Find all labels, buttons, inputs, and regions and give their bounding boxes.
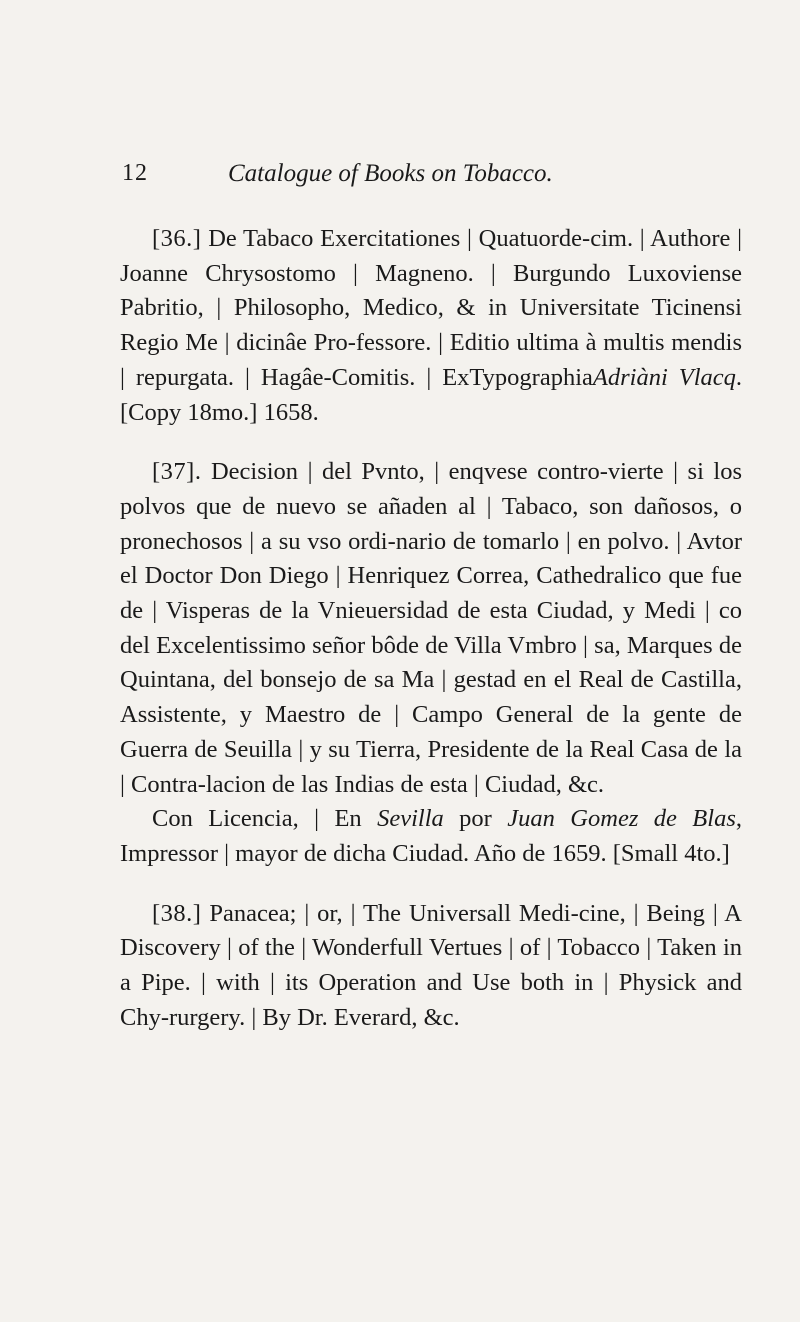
catalogue-entries [120, 222, 742, 1060]
page-number: 12 [122, 160, 148, 186]
entry-text: Decision | del Pvnto, | enqvese contro-vierte | si los polvos que de nuevo se añaden al | Tabaco, son dañosos, o pronechosos | a su vso ordi-nario de tomarlo | en polvo. | Avtor el Doctor Don Diego | Henriquez Correa, Cathedralico que fue de | Visperas de la Vnieuersidad de esta Ciudad, y Medi | co del Excelentissimo señor bôde de Villa Vmbro | sa, Marques de Quintana, del bonsejo de sa Ma | gestad en el Real de Castilla, Assistente, y Maestro de | Campo General de la gente de Guerra de Seuilla | y su Tierra, Presidente de la Real Casa de la | Contra-lacion de las Indias de esta | Ciudad, &c. [120, 458, 742, 798]
imprint-printer: Juan Gomez de Blas [507, 805, 736, 833]
imprint-text-end: , Impressor | mayor de dicha Ciudad. Año de 1659. [Small 4to.] [120, 805, 742, 867]
imprint-text: Con Licencia, | En [152, 805, 378, 833]
entry-text: De Tabaco Exercitationes | Quatuorde-cim. | Authore | Joanne Chrysostomo | Magneno. | Burgundo Luxoviense Pabritio, | Philosopho, Medico, & in Universitate Ticinensi Regio Me | dicinâe Pro-fessore. | Editio ultima à multis mendis | repurgata. | Hagâe-Comitis. | ExTypographia [120, 225, 742, 391]
catalogue-entry-37 [120, 455, 742, 871]
imprint-text: por [443, 805, 508, 833]
entry-text: Panacea; | or, | The Universall Medi-cine, | Being | A Discovery | of the | Wonderfull Vertues | of | Tobacco | Taken in a Pipe. | with | its Operation and Use both in | Physick and Chy-rurgery. | By Dr. Everard, &c. [120, 899, 742, 1031]
entry-number: [36.] [152, 225, 202, 252]
catalogue-entry-36 [120, 222, 742, 430]
entry-number: [37]. [152, 458, 202, 486]
entry-number: [38.] [152, 899, 202, 927]
printer-name: Adriàni Vlacq [592, 363, 736, 391]
imprint-place: Sevilla [377, 805, 444, 833]
entry-text-end: . [Copy 18mo.] 1658. [120, 363, 742, 426]
running-title: Catalogue of Books on Tobacco. [228, 160, 553, 187]
catalogue-entry-38 [120, 897, 742, 1036]
running-head [122, 160, 742, 196]
